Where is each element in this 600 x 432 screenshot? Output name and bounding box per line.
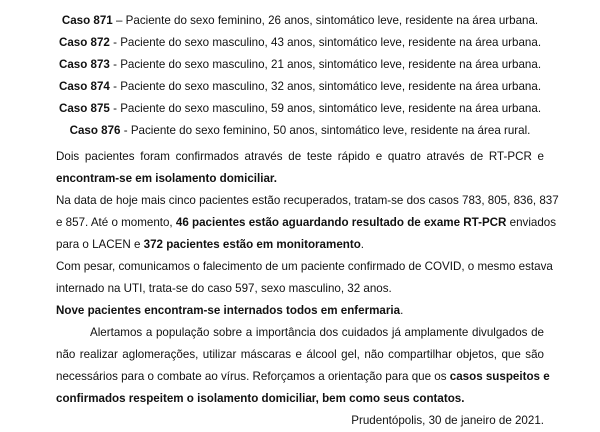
case-separator: -: [109, 58, 121, 71]
text: enviados: [506, 216, 557, 229]
bold-text: encontram-se em isolamento domiciliar.: [56, 172, 277, 185]
text: para o LACEN e: [56, 238, 144, 251]
text: .: [360, 238, 365, 251]
bold-text: casos suspeitos e: [449, 370, 550, 383]
case-description: Paciente do sexo masculino, 43 anos, sintomático leve, residente na área urbana.: [120, 36, 542, 49]
paragraph-confirmations: [56, 146, 544, 190]
text: necessários para o combate ao vírus. Reforçamos a orientação para que os: [56, 370, 450, 383]
case-871: [0, 10, 600, 32]
paragraph-death: [56, 256, 553, 322]
paragraph-line: Alertamos a população sobre a importância dos cuidados já amplamente divulgados de: [90, 326, 544, 339]
paragraph-line: não realizar aglomerações, utilizar máscaras e álcool gel, não compartilhar objetos, que são: [56, 348, 544, 361]
case-description: Paciente do sexo masculino, 21 anos, sintomático leve, residente na área urbana.: [120, 58, 542, 71]
case-description: Paciente do sexo masculino, 59 anos, sintomático leve, residente na área urbana.: [120, 102, 542, 115]
paragraph-line: [56, 212, 557, 234]
case-separator: –: [112, 14, 126, 27]
case-874: [0, 76, 600, 98]
case-description: Paciente do sexo feminino, 26 anos, sintomático leve, residente na área urbana.: [125, 14, 539, 27]
paragraph-line: Com pesar, comunicamos o falecimento de um paciente confirmado de COVID, o mesmo estava: [56, 260, 553, 273]
paragraph-line: [56, 168, 544, 190]
case-label: Caso 871: [61, 14, 113, 27]
paragraph-line: [56, 388, 544, 410]
bold-text: confirmados respeitem o isolamento domiciliar, bem como seus contatos.: [56, 392, 465, 405]
paragraph-line: [56, 234, 544, 256]
case-separator: -: [109, 102, 121, 115]
case-872: [0, 32, 600, 54]
case-separator: -: [109, 36, 121, 49]
case-label: Caso 874: [58, 80, 110, 93]
bulletin-body: [56, 146, 559, 432]
case-description: Paciente do sexo masculino, 32 anos, sintomático leve, residente na área urbana.: [120, 80, 542, 93]
paragraph-alert: [56, 322, 550, 410]
paragraph-line: [56, 300, 544, 322]
case-label: Caso 875: [58, 102, 110, 115]
case-873: [0, 54, 600, 76]
case-description: Paciente do sexo feminino, 50 anos, sintomático leve, residente na área rural.: [130, 124, 531, 137]
bold-text: Nove pacientes encontram-se internados todos em enfermaria: [56, 304, 401, 317]
bold-text: 46 pacientes estão aguardando resultado de exame RT-PCR: [175, 216, 507, 229]
case-label: Caso 872: [58, 36, 110, 49]
signature-line: Prudentópolis, 30 de janeiro de 2021.: [351, 414, 544, 427]
paragraph-line: [56, 366, 550, 388]
paragraph-line: Na data de hoje mais cinco pacientes estão recuperados, tratam-se dos casos 783, 805, 836, 837: [56, 194, 559, 207]
case-separator: -: [120, 124, 131, 137]
case-list: [0, 10, 600, 142]
text: .: [400, 304, 404, 317]
paragraph-recovered: [56, 190, 559, 256]
paragraph-line: internado na UTI, trata-se do caso 597, sexo masculino, 32 anos.: [56, 282, 392, 295]
bold-text: 372 pacientes estão em monitoramento: [143, 238, 361, 251]
case-label: Caso 876: [69, 124, 121, 137]
case-875: [0, 98, 600, 120]
paragraph-line: Dois pacientes foram confirmados através de teste rápido e quatro através de RT-PCR e: [56, 150, 544, 163]
case-label: Caso 873: [58, 58, 110, 71]
case-separator: -: [109, 80, 121, 93]
text: e 857. Até o momento,: [56, 216, 176, 229]
case-876: [0, 120, 600, 142]
